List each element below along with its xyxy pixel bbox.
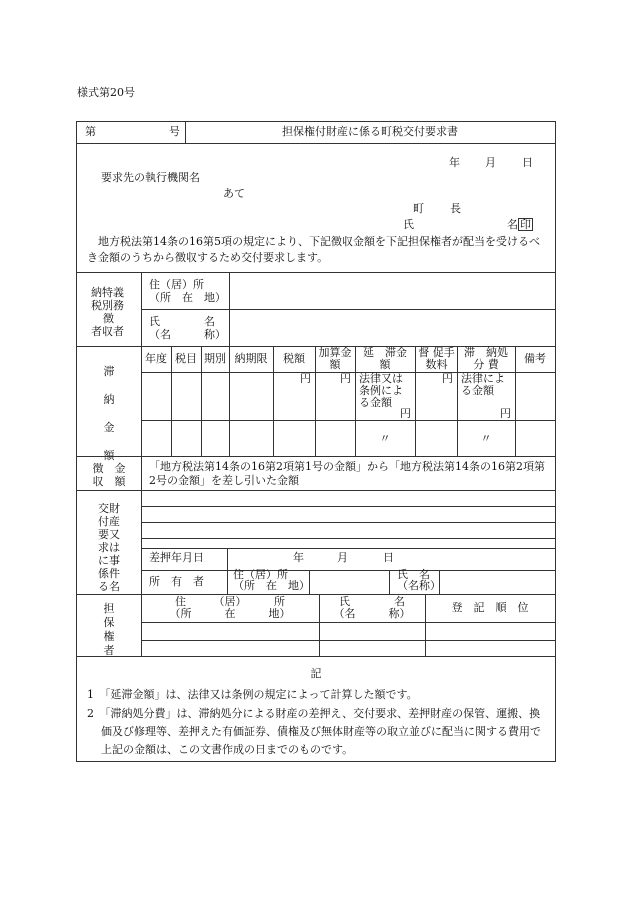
creditor-name-label: 氏 名 （名 称） [333, 595, 411, 620]
seizure-day: 日 [383, 551, 394, 564]
form-title: 担保権付財産に係る町税交付要求書 [282, 125, 458, 138]
date-day: 日 [522, 156, 533, 169]
yen-reminder: 円 [442, 372, 453, 385]
collection-label: 徴 金 収 額 [92, 462, 126, 488]
col-period: 期別 [204, 352, 226, 365]
law-note-1: 法律又は条例による金額 [359, 372, 403, 409]
seal-mark: 印 [520, 218, 531, 231]
ditto-1: 〃 [379, 432, 391, 445]
seizure-date-label: 差押年月日 [149, 551, 204, 564]
yen-late-fee: 円 [400, 407, 411, 420]
property-side-label: 交財 付産 要又 求は に事 係件 る名 [98, 502, 120, 593]
notes-heading: 記 [310, 667, 322, 680]
creditor-side-label: 担 保 権 者 [103, 602, 115, 657]
creditor-address-label: 住 （居） 所 （所 在 地） [169, 595, 291, 620]
ditto-2: 〃 [480, 432, 492, 445]
delinquent-side-label: 滞 納 金 額 [103, 365, 115, 462]
col-tax-amount: 税額 [283, 352, 305, 365]
taxpayer-address-label: 住（居）所 （所 在 地） [149, 278, 226, 304]
note-2: 2 「滞納処分費」は、滞納処分による財産の差押え、交付要求、差押財産の保管、運搬、換価及び修理等、差押えた有価証券、債権及び無体財産等の取立並びに配当に関する費用で上記の金額は、この文書作成の日までのものです。 [87, 707, 541, 756]
honorific: あて [223, 187, 245, 200]
owner-name-label: 氏 名 （名称） [397, 568, 441, 592]
owner-label: 所 有 者 [149, 575, 204, 588]
taxpayer-name-label: 氏 名 （名 称） [149, 315, 226, 341]
date-year: 年 [449, 156, 460, 169]
mayor-title: 長 [450, 202, 461, 215]
taxpayer-side-label: 納特義 税別務 徴 者収者 [91, 286, 124, 338]
owner-address-label: 住（居）所 （所 在 地） [233, 568, 310, 592]
col-disposition-cost: 滞 納処 分 費 [464, 346, 508, 371]
col-fiscal-year: 年度 [145, 352, 167, 365]
yen-additional: 円 [340, 372, 351, 385]
col-due-date: 納期限 [234, 352, 268, 365]
number-label-right: 号 [169, 125, 180, 138]
creditor-rank-label: 登 記 順 位 [451, 601, 529, 614]
name-label-1: 氏 [403, 218, 414, 231]
name-label-2: 名 [507, 218, 518, 231]
form-number: 様式第20号 [77, 86, 135, 99]
statement: 地方税法第14条の16第5項の規定により、下記徴収金額を下記担保権者が配当を受けるべき金額のうちから徴収するため交付要求します。 [87, 235, 540, 264]
seizure-month: 月 [337, 551, 348, 564]
seizure-year: 年 [293, 551, 304, 564]
col-late-fee: 延 滞金 額 [363, 346, 418, 371]
law-note-2: 法律によ る金額 [461, 372, 516, 397]
yen-disposition: 円 [500, 407, 511, 420]
mayor-town: 町 [413, 202, 424, 215]
col-reminder-fee: 督 促手数料 [418, 346, 455, 371]
date-month: 月 [485, 156, 496, 169]
col-remarks: 備考 [524, 352, 546, 365]
form-frame [76, 121, 556, 762]
col-tax-item: 税目 [175, 352, 197, 365]
col-additional: 加算金額 [318, 346, 352, 371]
recipient: 要求先の執行機関名 [101, 171, 200, 184]
yen-tax: 円 [300, 372, 311, 385]
collection-text: 「地方税法第14条の16第2項第1号の金額」から「地方税法第14条の16第2項第2号の金額」を差し引いた金額 [149, 460, 545, 487]
note-1: 1 「延滞金額」は、法律又は条例の規定によって計算した額です。 [87, 688, 418, 701]
number-label-left: 第 [85, 125, 96, 138]
